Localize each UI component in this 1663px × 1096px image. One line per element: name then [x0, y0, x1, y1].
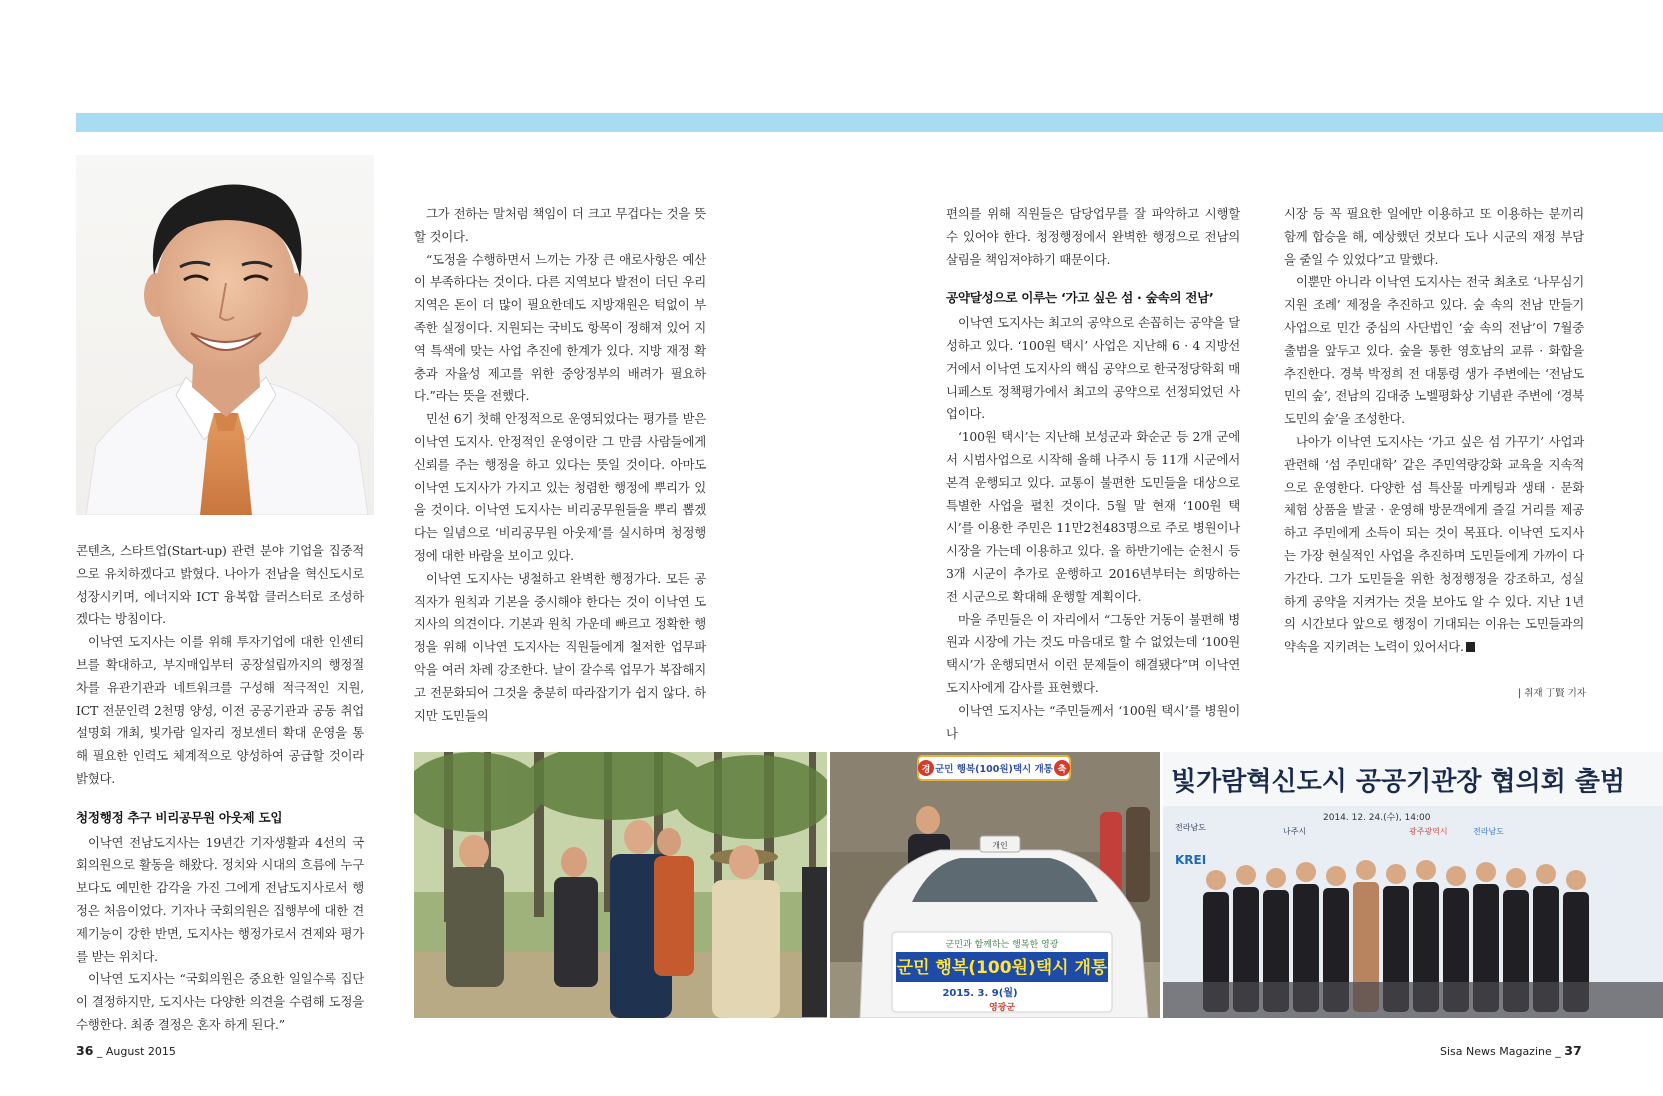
paragraph: 이낙연 도지사는 최고의 공약으로 손꼽히는 공약을 달성하고 있다. ‘100원 택시’ 사업은 지난해 6 · 4 지방선거에서 이낙연 도지사의 핵심 공약으로 한국정당학회 매니페스토 정책평가에서 최고의 공약으로 선정되었던 사업이다. [946, 315, 1240, 422]
paragraph: 이낙연 도지사는 냉철하고 완벽한 행정가다. 모든 공직자가 원칙과 기본을 중시해야 한다는 것이 이낙연 도지사의 의견이다. 기본과 원칙 가운데 빠르고 정확한 행정을 위해 이낙연 도지사는 직원들에게 철저한 업무파악을 여러 차례 강조한다. 날이 갈수록 업무가 복잡해지고 전문화되어 그것을 충분히 따라잡기가 쉽지 않다. 하지만 도민들의 [414, 570, 706, 723]
section-heading: 공약달성으로 이루는 ‘가고 싶은 섬 · 숲속의 전남’ [946, 290, 1214, 306]
event-logo: KREI [1175, 853, 1207, 867]
paragraph: 편의를 위해 직원들은 담당업무를 잘 파악하고 시행할 수 있어야 한다. 청정행정에서 완벽한 행정으로 전남의 살림을 책임져야하기 때문이다. [946, 206, 1240, 267]
event-logo: 전라남도 [1175, 823, 1206, 832]
sign-tag: 축 [1057, 765, 1067, 775]
photo-forest-visit [414, 752, 827, 1018]
roof-sign: 개인 [992, 841, 1008, 850]
event-logo: 전라남도 [1473, 827, 1504, 836]
paragraph: 그가 전하는 말처럼 책임이 더 크고 무겁다는 것을 뜻할 것이다. [414, 206, 706, 244]
photo-agency-council [1163, 752, 1663, 1018]
header-color-band [76, 113, 1663, 132]
issue-date: _ August 2015 [96, 1045, 176, 1058]
paragraph: 시장 등 꼭 필요한 일에만 이용하고 또 이용하는 분끼리 함께 합승을 해, 예상했던 것보다 도나 시군의 재정 부담을 줄일 수 있었다”고 말했다. [1284, 206, 1584, 267]
magazine-name: Sisa News Magazine _ [1440, 1045, 1561, 1058]
event-date: 2014. 12. 24.(수), 14:00 [1323, 813, 1431, 823]
sign-tag: 경 [921, 765, 931, 775]
portrait-photo [76, 155, 374, 515]
page-number: 37 [1564, 1043, 1582, 1058]
paragraph: 이낙연 도지사는 “주민들께서 ‘100원 택시’를 병원이나 [946, 702, 1240, 741]
paragraph: 콘텐츠, 스타트업(Start-up) 관련 분야 기업을 집중적으로 유치하겠다고 밝혔다. 나아가 전남을 혁신도시로 성장시키며, 에너지와 ICT 융복합 클러스터로 조성하겠다는 방침이다. [76, 543, 364, 627]
page-number: 36 [76, 1043, 94, 1058]
article-column-3 [946, 203, 1240, 745]
article-column-2 [414, 203, 706, 727]
paragraph: ‘100원 택시’는 지난해 보성군과 화순군 등 2개 군에서 시범사업으로 시작해 올해 나주시 등 11개 시군에서 본격 운행되고 있다. 교통이 불편한 도민들을 대상으로 특별한 사업을 펼친 것이다. 5월 말 현재 ‘100원 택시’를 이용한 주민은 11만2천483명으로 주로 병원이나 시장을 가는데 이용하고 있다. 올 하반기에는 순천시 등 3개 시군이 추가로 운행하고 2016년부터는 희망하는 전 시군으로 확대해 운행할 계획이다. [946, 429, 1240, 604]
paragraph-text: 나아가 이낙연 도지사는 ‘가고 싶은 섬 가꾸기’ 사업과 관련해 ‘섬 주민대학’ 같은 주민역량강화 교육을 지속적으로 운영한다. 다양한 섬 특산물 마케팅과 생태 · 문화 체험 상품을 발굴 · 운영해 방문객에게 즐길 거리를 제공하고 주민에게 소득이 되는 것이 목표다. 이낙연 도지사는 가장 현실적인 사업을 추진하며 도민들에게 가까이 다가간다. 그가 도민들을 위한 청정행정을 강조하고, 성실하게 공약을 지켜가는 것을 보아도 알 수 있다. 지난 1년의 시간보다 앞으로 행정이 기대되는 이유는 도민들과의 약속을 지키려는 노력이 있어서다. [1284, 433, 1584, 655]
top-sign-text: 군민 행복(100원)택시 개통 [935, 764, 1053, 775]
paragraph: 이낙연 전남도지사는 19년간 기자생활과 4선의 국회의원으로 활동을 해왔다. 정치와 시대의 흐름에 누구보다도 예민한 감각을 가진 그에게 전남도지사로서 행정은 처음이었다. 기자나 국회의원은 집행부에 대한 견제기능이 강한 반면, 도지사는 행정가로서 견제와 평가를 받는 위치다. [76, 834, 364, 964]
page-number-right [1440, 1043, 1582, 1058]
article-column-4 [1284, 203, 1584, 659]
photo-taxi-launch [830, 752, 1160, 1018]
banner-subtitle: 군민과 함께하는 행복한 영광 [945, 940, 1059, 950]
banner-date: 2015. 3. 9(월) [942, 988, 1018, 999]
banner-title: 군민 행복(100원)택시 개통 [896, 958, 1108, 978]
paragraph: 마을 주민들은 이 자리에서 “그동안 거동이 불편해 병원과 시장에 가는 것도 마음대로 할 수 없었는데 ‘100원 택시’가 운행되면서 이런 문제들이 해결됐다”며 이낙연 도지사에게 감사를 표현했다. [946, 611, 1240, 695]
paragraph: “도정을 수행하면서 느끼는 가장 큰 애로사항은 예산이 부족하다는 것이다. 다른 지역보다 발전이 더딘 우리 지역은 돈이 더 많이 필요한데도 지방재원은 턱없이 부족한 실정이다. 지원되는 국비도 항목이 정해져 있어 지역 특색에 맞는 사업 추진에 한계가 있다. 지방 재정 확충과 자율성 제고를 위한 중앙정부의 배려가 필요하다.”라는 뜻을 전했다. [414, 251, 706, 404]
article-column-1 [76, 540, 364, 1037]
event-logo: 광주광역시 [1409, 827, 1448, 836]
paragraph: 이낙연 도지사는 “국회의원은 중요한 일일수록 집단이 결정하지만, 도지사는 다양한 의견을 수렴해 도정을 수행한다. 최종 결정은 혼자 하게 된다.” [76, 971, 364, 1032]
event-logo: 나주시 [1283, 827, 1307, 836]
paragraph: 이낙연 도지사는 이를 위해 투자기업에 대한 인센티브를 확대하고, 부지매입부터 공장설립까지의 행정절차를 유관기관과 네트워크를 구성해 적극적인 지원, ICT 전문인력 2천명 양성, 이전 공공기관과 공동 취업설명회 개최, 빛가람 일자리 정보센터 확대 운영을 통해 필요한 인력도 체계적으로 양성하여 공급할 것이라 밝혔다. [76, 634, 364, 786]
event-banner-title: 빛가람혁신도시 공공기관장 협의회 출범 [1171, 767, 1626, 797]
end-mark-icon [1466, 642, 1475, 652]
reporter-credit: | 취재 丁賢 기자 [1518, 688, 1586, 699]
page-number-left [76, 1043, 176, 1058]
paragraph [1284, 431, 1584, 659]
paragraph: 이뿐만 아니라 이낙연 도지사는 전국 최초로 ‘나무심기 지원 조례’ 제정을 추진하고 있다. 숲 속의 전남 만들기 사업으로 민간 중심의 사단법인 ‘숲 속의 전남’이 7월중 출범을 앞두고 있다. 숲을 통한 영호남의 교류 · 화합을 추진한다. 경북 박정희 전 대통령 생가 주변에는 ‘전남도민의 숲’, 전남의 김대중 노벨평화상 기념관 주변에 ‘경북도민의 숲’을 조성한다. [1284, 274, 1584, 427]
banner-county: 영광군 [988, 1003, 1016, 1013]
section-heading: 청정행정 추구 비리공무원 아웃제 도입 [76, 809, 283, 825]
paragraph: 민선 6기 첫해 안정적으로 운영되었다는 평가를 받은 이낙연 도지사. 안정적인 운영이란 그 만큼 사람들에게 신뢰를 주는 행정을 하고 있다는 뜻일 것이다. 아마도 이낙연 도지사가 가지고 있는 청렴한 행정에 뿌리가 있을 것이다. 이낙연 도지사는 비리공무원들을 뿌리 뽑겠다는 일념으로 ‘비리공무원 아웃제’를 실시하며 청정행정에 대한 바람을 보이고 있다. [414, 411, 706, 563]
